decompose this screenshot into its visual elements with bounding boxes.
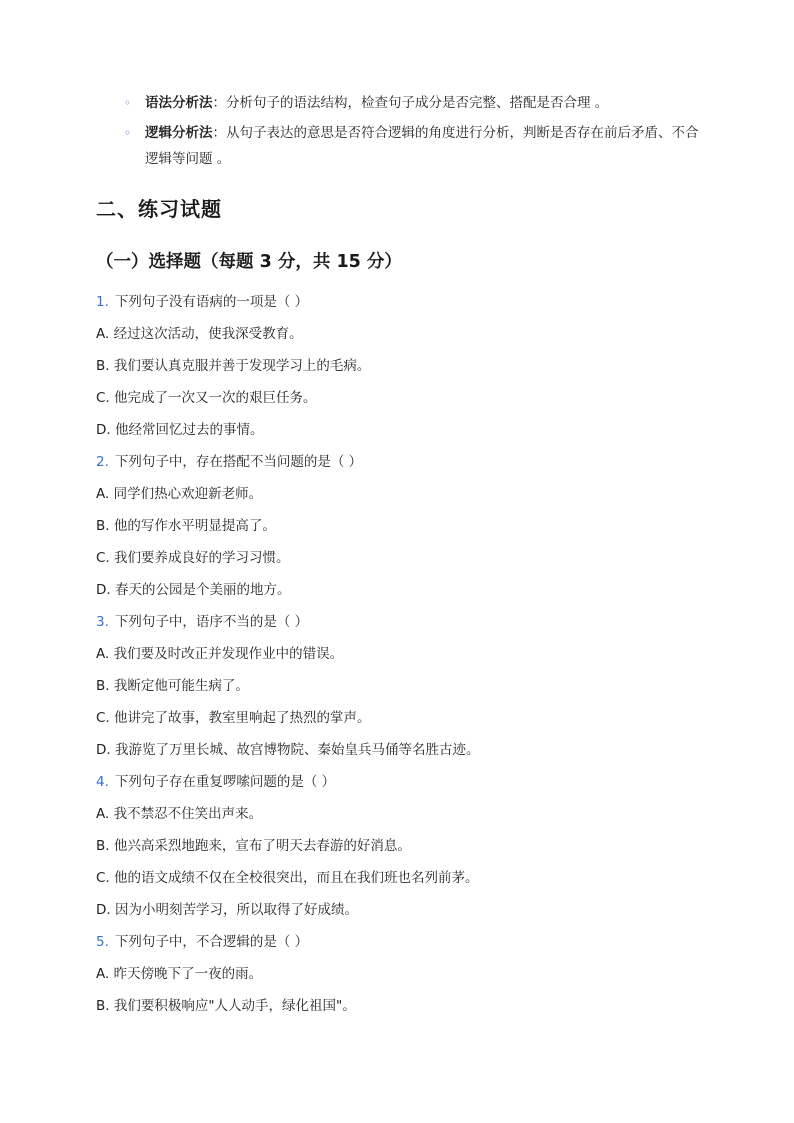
question-stem (96, 286, 716, 318)
section-heading: 二、练习试题 (96, 197, 222, 221)
analysis-methods-list (96, 90, 706, 176)
option-c: C. 他完成了一次又一次的艰巨任务。 (96, 390, 317, 406)
bullet-icon: ◦ (124, 126, 132, 140)
method-description: ：分析句子的语法结构，检查句子成分是否完整、搭配是否合理 。 (212, 95, 609, 111)
question-text: 下列句子中，不合逻辑的是（ ） (114, 934, 309, 950)
option-b: B. 他兴高采烈地跑来，宣布了明天去春游的好消息。 (96, 838, 411, 854)
question-number: 5. (96, 934, 109, 950)
question-stem (96, 446, 716, 478)
method-term: 语法分析法 (145, 95, 213, 111)
option-b: B. 我断定他可能生病了。 (96, 678, 249, 694)
option-d: D. 春天的公园是个美丽的地方。 (96, 582, 291, 598)
option-b: B. 我们要积极响应"人人动手，绿化祖国"。 (96, 998, 356, 1014)
option-a: A. 昨天傍晚下了一夜的雨。 (96, 966, 263, 982)
bullet-icon: ◦ (124, 96, 132, 110)
question-text: 下列句子中，存在搭配不当问题的是（ ） (114, 454, 363, 470)
subsection-heading: （一）选择题（每题 3 分，共 15 分） (96, 252, 402, 272)
question-stem (96, 766, 716, 798)
method-term: 逻辑分析法 (145, 125, 213, 141)
option-d: D. 他经常回忆过去的事情。 (96, 422, 264, 438)
list-item (96, 90, 706, 116)
question-text: 下列句子存在重复啰嗦问题的是（ ） (114, 774, 336, 790)
option-d: D. 因为小明刻苦学习，所以取得了好成绩。 (96, 902, 358, 918)
question-list (96, 286, 716, 1022)
option-a: A. 我不禁忍不住笑出声来。 (96, 806, 263, 822)
question-number: 4. (96, 774, 109, 790)
option-a: A. 同学们热心欢迎新老师。 (96, 486, 263, 502)
question-text: 下列句子没有语病的一项是（ ） (114, 294, 309, 310)
question-number: 1. (96, 294, 109, 310)
option-d: D. 我游览了万里长城、故宫博物院、秦始皇兵马俑等名胜古迹。 (96, 742, 480, 758)
question-stem (96, 606, 716, 638)
list-item (96, 120, 706, 172)
option-a: A. 我们要及时改正并发现作业中的错误。 (96, 646, 344, 662)
option-b: B. 我们要认真克服并善于发现学习上的毛病。 (96, 358, 371, 374)
option-b: B. 他的写作水平明显提高了。 (96, 518, 276, 534)
question-stem (96, 926, 716, 958)
question-number: 3. (96, 614, 109, 630)
option-a: A. 经过这次活动，使我深受教育。 (96, 326, 303, 342)
option-c: C. 他的语文成绩不仅在全校很突出，而且在我们班也名列前茅。 (96, 870, 479, 886)
question-number: 2. (96, 454, 109, 470)
option-c: C. 他讲完了故事，教室里响起了热烈的掌声。 (96, 710, 371, 726)
option-c: C. 我们要养成良好的学习习惯。 (96, 550, 290, 566)
question-text: 下列句子中，语序不当的是（ ） (114, 614, 309, 630)
method-description: ：从句子表达的意思是否符合逻辑的角度进行分析，判断是否存在前后矛盾、不合逻辑等问题 。 (145, 125, 699, 167)
